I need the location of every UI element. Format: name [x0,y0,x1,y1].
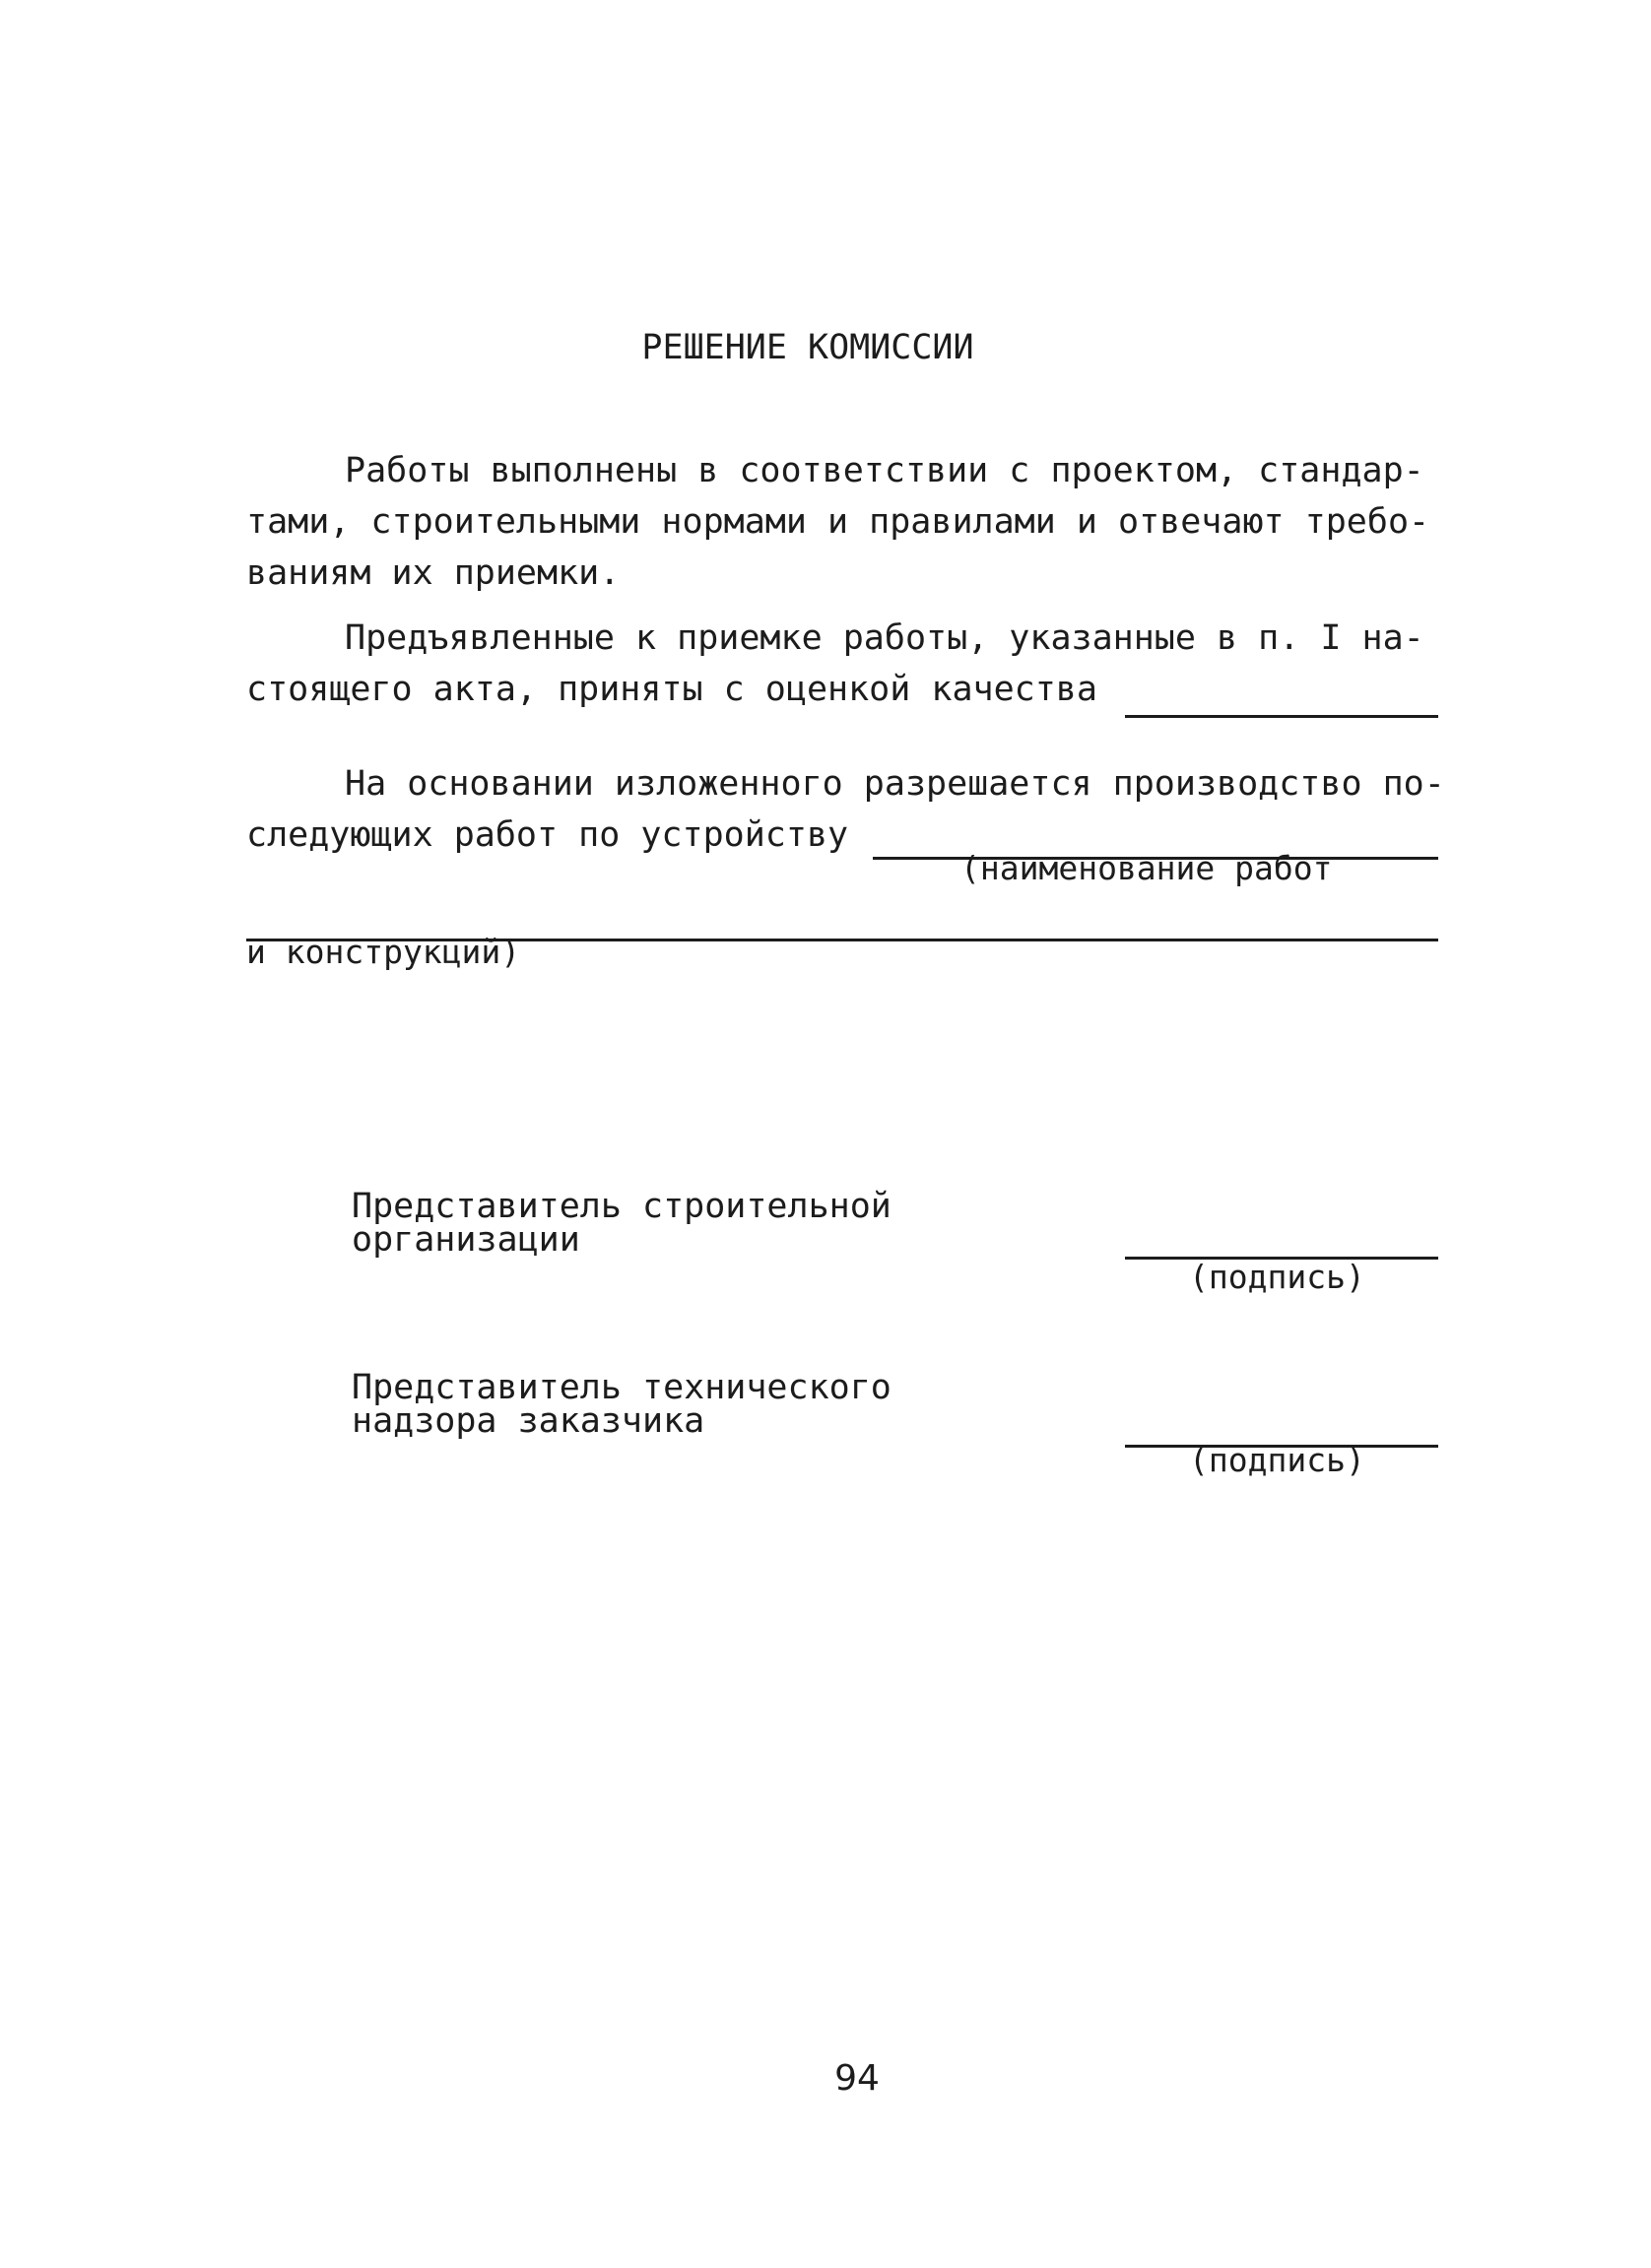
text-line: Представитель технического [352,1368,892,1407]
text-line: ваниям их приемки. [246,553,621,593]
text-line: Предъявленные к приемке работы, указанные в п. I на- [345,618,1424,658]
text-line: На основании изложенного разрешается производство по- [345,764,1445,804]
page-title: РЕШЕНИЕ КОМИССИИ [641,328,974,367]
works-name-caption: (наименование работ [960,849,1333,887]
constructions-caption: и конструкций) [246,933,521,971]
text-line: тами, строительными нормами и правилами и отвечают требо- [246,502,1430,542]
page-number: 94 [834,2058,880,2099]
text-line: Работы выполнены в соответствии с проектом, стандар- [345,451,1424,490]
text-line: Представитель строительной [352,1187,892,1226]
text-line [246,664,1428,715]
quality-rating-field[interactable] [1125,715,1438,718]
paragraph-acceptance [246,613,1428,715]
works-label: следующих работ по устройству [246,815,849,855]
contractor-representative-label [352,1187,892,1260]
paragraph-works-compliance [246,445,1428,599]
signature-caption: (подпись) [1189,1258,1365,1296]
paragraph-permission [246,758,1445,861]
text-line: надзора заказчика [352,1401,705,1441]
signature-caption: (подпись) [1189,1441,1365,1479]
text-line: организации [352,1220,580,1260]
quality-label: стоящего акта, приняты с оценкой качества [246,670,1097,709]
customer-supervision-representative-label [352,1368,892,1441]
